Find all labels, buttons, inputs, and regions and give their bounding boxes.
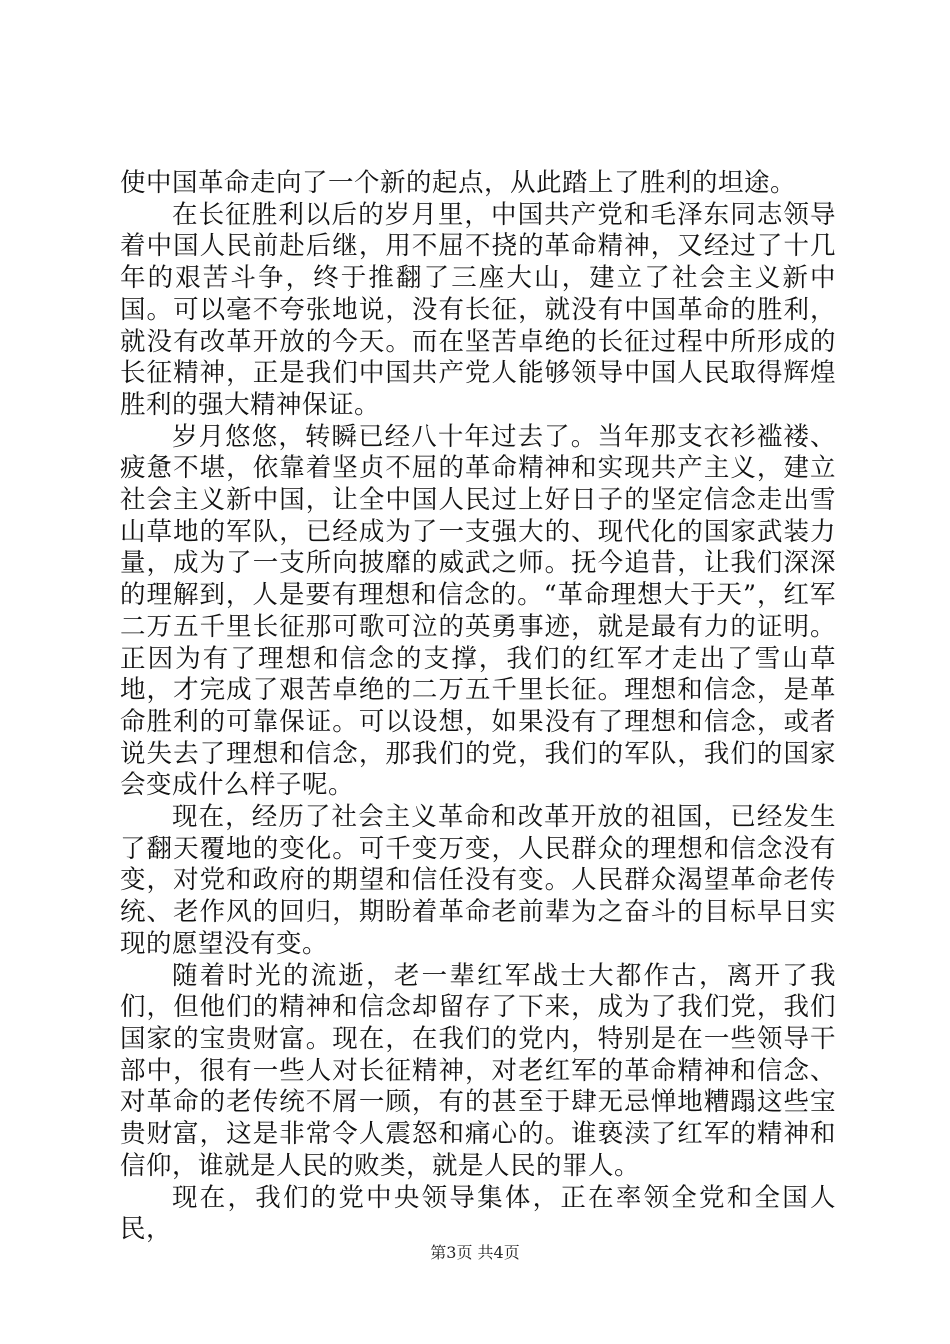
paragraph-1: 使中国革命走向了一个新的起点，从此踏上了胜利的坦途。 [120,168,797,198]
document-body [120,168,836,1246]
paragraph-3: 岁月悠悠，转瞬已经八十年过去了。当年那支衣衫褴褛、疲惫不堪，依靠着坚贞不屈的革命精神和实现共产主义，建立社会主义新中国，让全中国人民过上好日子的坚定信念走出雪山草地的军队，已经成为了一支强大的、现代化的国家武装力量，成为了一支所向披靡的威武之师。抚今追昔，让我们深深的理解到，人是要有理想和信念的。“革命理想大于天”，红军二万五千里长征那可歌可泣的英勇事迹，就是最有力的证明。正因为有了理想和信念的支撑，我们的红军才走出了雪山草地，才完成了艰苦卓绝的二万五千里长征。理想和信念，是革命胜利的可靠保证。可以设想，如果没有了理想和信念，或者说失去了理想和信念，那我们的党，我们的军队，我们的国家会变成什么样子呢。 [120,421,836,801]
page-footer: 第3页 共4页 [430,1243,520,1262]
paragraph-5: 随着时光的流逝，老一辈红军战士大都作古，离开了我们，但他们的精神和信念却留存了下来，成为了我们党，我们国家的宝贵财富。现在，在我们的党内，特别是在一些领导干部中，很有一些人对长征精神，对老红军的革命精神和信念、对革命的老传统不屑一顾，有的甚至于肆无忌惮地糟蹋这些宝贵财富，这是非常令人震怒和痛心的。谁亵渎了红军的精神和信仰，谁就是人民的败类，就是人民的罪人。 [120,960,836,1181]
paragraph-2: 在长征胜利以后的岁月里，中国共产党和毛泽东同志领导着中国人民前赴后继，用不屈不挠的革命精神，又经过了十几年的艰苦斗争，终于推翻了三座大山，建立了社会主义新中国。可以毫不夸张地说，没有长征，就没有中国革命的胜利，就没有改革开放的今天。而在坚苦卓绝的长征过程中所形成的长征精神，正是我们中国共产党人能够领导中国人民取得辉煌胜利的强大精神保证。 [120,199,836,420]
paragraph-6: 现在，我们的党中央领导集体，正在率领全党和全国人民， [120,1182,836,1245]
paragraph-4: 现在，经历了社会主义革命和改革开放的祖国，已经发生了翻天覆地的变化。可千变万变，人民群众的理想和信念没有变，对党和政府的期望和信任没有变。人民群众渴望革命老传统、老作风的回归，期盼着革命老前辈为之奋斗的目标早日实现的愿望没有变。 [120,802,836,959]
